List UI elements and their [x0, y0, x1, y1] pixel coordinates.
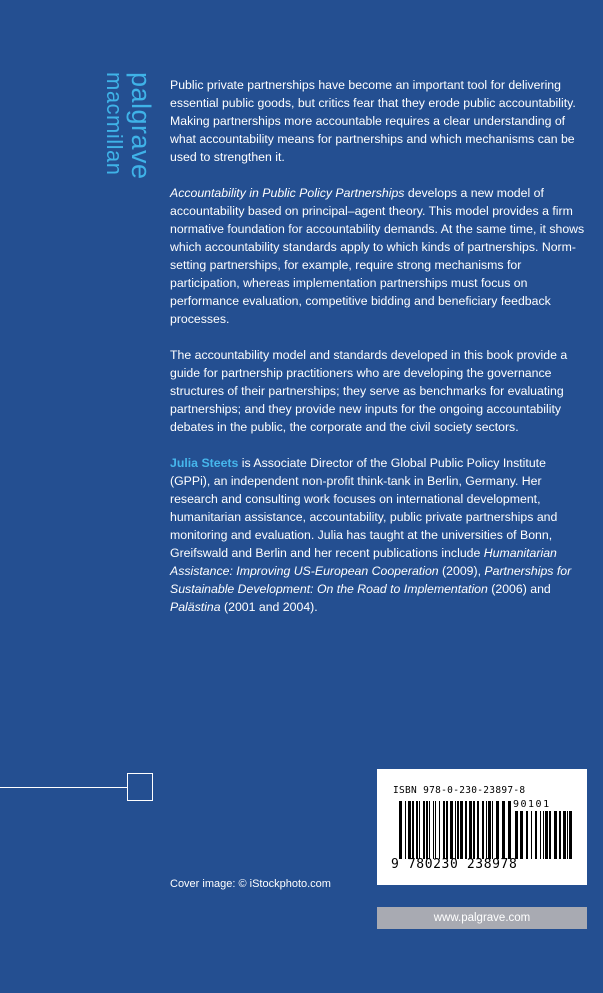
logo-main: palgrave — [126, 72, 156, 180]
book-title: Accountability in Public Policy Partnerships — [170, 186, 405, 200]
logo-text — [103, 72, 154, 180]
bio-book-1: Humanitarian Assistance: Improving US-European Cooperation — [170, 546, 557, 578]
ean-digits: 9 780230 238978 — [391, 857, 518, 872]
bio-book-2: Partnerships for Sustainable Development: On the Road to Implementation — [170, 564, 572, 596]
price-code: 90101 — [513, 799, 551, 810]
cover-credit: Cover image: © iStockphoto.com — [170, 878, 331, 890]
blurb-paragraph-1: Public private partnerships have become an important tool for delivering essential public goods, but critics fear that they erode public accountability. Making partnerships more accountable requires a clear understanding of what accountability means for partnerships and which mechanisms can be used to strengthen it. — [170, 78, 576, 164]
bio-text-1: is Associate Director of the Global Public Policy Institute (GPPi), an independent non-profit think-tank in Berlin, Germany. Her research and consulting work focuses on international development, humanitarian assistance, accountability, public private partnerships and monitoring and evaluation. Julia has taught at the universities of Bonn, Greifswald and Berlin and her recent publications include — [170, 456, 558, 560]
decorative-line — [0, 787, 128, 788]
publisher-url: www.palgrave.com — [377, 907, 587, 929]
blurb-paragraph-3: The accountability model and standards developed in this book provide a guide for partnership practitioners who are developing the governance structures of their partnerships; they serve as benchmarks for evaluating partnerships; and they provide new inputs for the ongoing accountability debates in the public, the corporate and the civil society sectors. — [170, 348, 568, 434]
ean-barcode-bars — [399, 801, 511, 859]
price-barcode-bars — [515, 811, 573, 859]
publisher-logo — [96, 72, 156, 212]
author-name: Julia Steets — [170, 456, 239, 470]
author-bio — [170, 454, 588, 616]
barcode-panel — [377, 769, 587, 885]
isbn-label: ISBN 978-0-230-23897-8 — [393, 785, 526, 796]
bio-text-4: (2001 and 2004). — [220, 600, 318, 614]
logo-sub: macmillan — [102, 72, 127, 176]
blurb — [170, 76, 588, 634]
bio-text-3: (2006) and — [487, 582, 551, 596]
bio-book-3: Palästina — [170, 600, 221, 614]
bio-text-2: (2009), — [438, 564, 485, 578]
blurb-paragraph-2 — [170, 184, 588, 328]
blurb-paragraph-2-text: develops a new model of accountability based on principal–agent theory. This model provides a firm normative foundation for accountability demands. At the same time, it shows which accountability standards apply to which kinds of partnerships. Norm-setting partnerships, for example, require strong mechanisms for participation, whereas implementation partnerships must focus on performance evaluation, competitive bidding and beneficiary feedback processes. — [170, 186, 585, 326]
decorative-square — [127, 773, 153, 801]
